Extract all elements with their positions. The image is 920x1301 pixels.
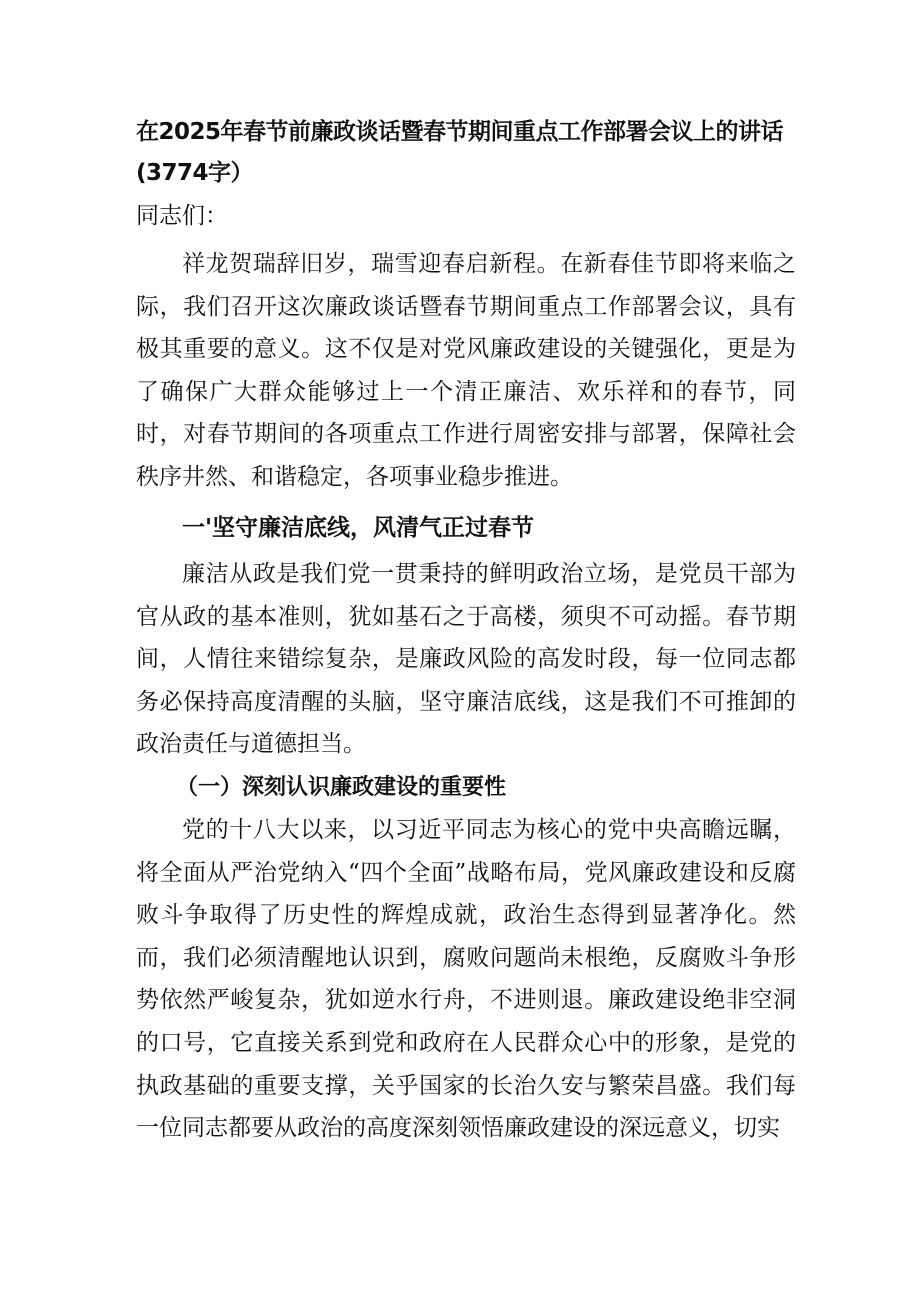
subsection-heading-1: （一）深刻认识廉政建设的重要性 xyxy=(176,774,507,800)
paragraph-subsection-1: 党的十八大以来，以习近平同志为核心的党中央高瞻远瞩，将全面从严治党纳入“四个全面”战略布局，党风廉政建设和反腐败斗争取得了历史性的辉煌成就，政治生态得到显著净化。然而，我们必须清醒地认识到，腐败问题尚未根绝，反腐败斗争形势依然严峻复杂，犹如逆水行舟，不进则退。廉政建设绝非空洞的口号，它直接关系到党和政府在人民群众心中的形象，是党的执政基础的重要支撑，关乎国家的长治久安与繁荣昌盛。我们每一位同志都要从政治的高度深刻领悟廉政建设的深远意义，切实 xyxy=(136,817,796,1142)
paragraph-section-1: 廉洁从政是我们党一贯秉持的鲜明政治立场，是党员干部为官从政的基本准则，犹如基石之于高楼，须臾不可动摇。春节期间，人情往来错综复杂，是廉政风险的高发时段，每一位同志都务必保持高度清醒的头脑，坚守廉洁底线，这是我们不可推卸的政治责任与道德担当。 xyxy=(136,561,796,758)
document-title: 在2025年春节前廉政谈话暨春节期间重点工作部署会议上的讲话(3774字） xyxy=(136,119,784,186)
salutation: 同志们： xyxy=(136,203,228,229)
paragraph-intro: 祥龙贺瑞辞旧岁，瑞雪迎春启新程。在新春佳节即将来临之际，我们召开这次廉政谈话暨春节期间重点工作部署会议，具有极其重要的意义。这不仅是对党风廉政建设的关键强化，更是为了确保广大群众能够过上一个清正廉洁、欢乐祥和的春节，同时，对春节期间的各项重点工作进行周密安排与部署，保障社会秩序井然、和谐稳定，各项事业稳步推进。 xyxy=(136,251,796,490)
section-heading-1: 一'坚守廉洁底线，风清气正过春节 xyxy=(182,515,535,541)
